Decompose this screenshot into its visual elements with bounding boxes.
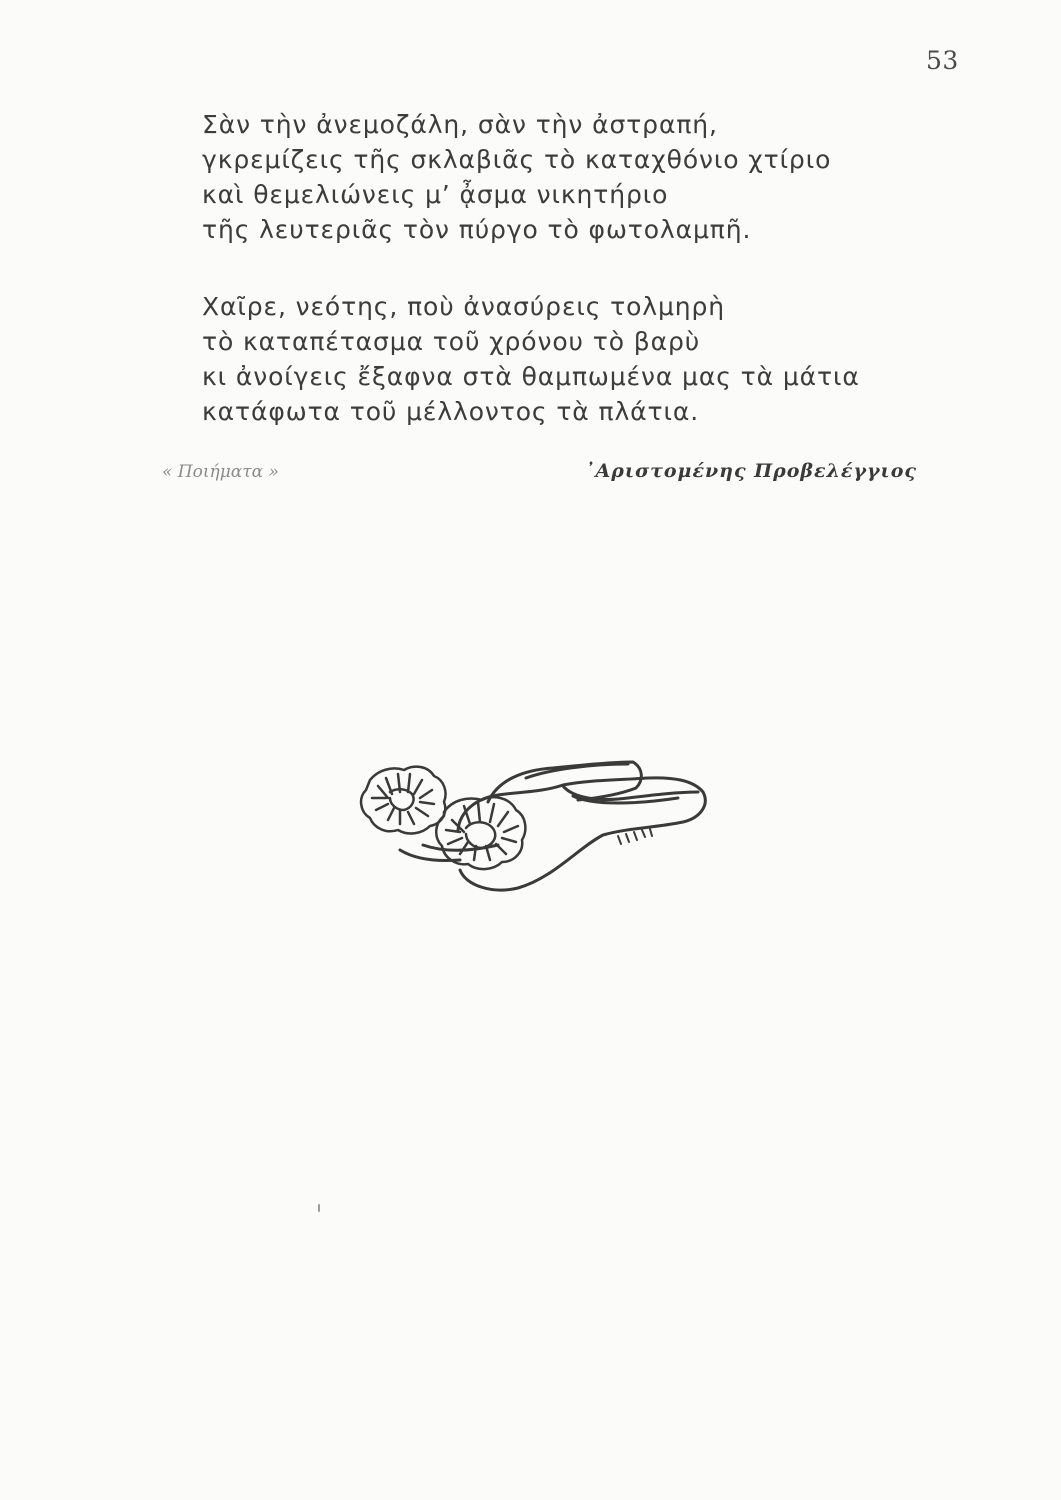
verse-line: Χαῖρε, νεότης, ποὺ ἀνασύρεις τολμηρὴ bbox=[202, 292, 726, 321]
verse-line: Σὰν τὴν ἀνεμοζάλη, σὰν τὴν ἀστραπή, bbox=[202, 110, 718, 139]
verse-line: κι ἀνοίγεις ἔξαφνα στὰ θαμπωμένα μας τὰ μάτια bbox=[202, 362, 860, 391]
page-speck bbox=[318, 1204, 320, 1212]
poem-source: « Ποιήματα » bbox=[162, 462, 279, 482]
page-number: 53 bbox=[926, 46, 959, 75]
slippers-with-pompoms-icon bbox=[348, 740, 718, 900]
verse-line: κατάφωτα τοῦ μέλλοντος τὰ πλάτια. bbox=[202, 397, 700, 426]
poem-stanza-1 bbox=[202, 107, 831, 247]
verse-line: καὶ θεμελιώνεις μ’ ᾆσμα νικητήριο bbox=[202, 180, 669, 209]
verse-line: τῆς λευτεριᾶς τὸν πύργο τὸ φωτολαμπῆ. bbox=[202, 215, 752, 244]
poem-stanza-2 bbox=[202, 289, 860, 429]
verse-line: γκρεμίζεις τῆς σκλαβιᾶς τὸ καταχθόνιο χτίριο bbox=[202, 145, 832, 174]
verse-line: τὸ καταπέτασμα τοῦ χρόνου τὸ βαρὺ bbox=[202, 327, 701, 356]
poem-author: ᾿Αριστομένης Προβελέγγιος bbox=[585, 460, 917, 482]
